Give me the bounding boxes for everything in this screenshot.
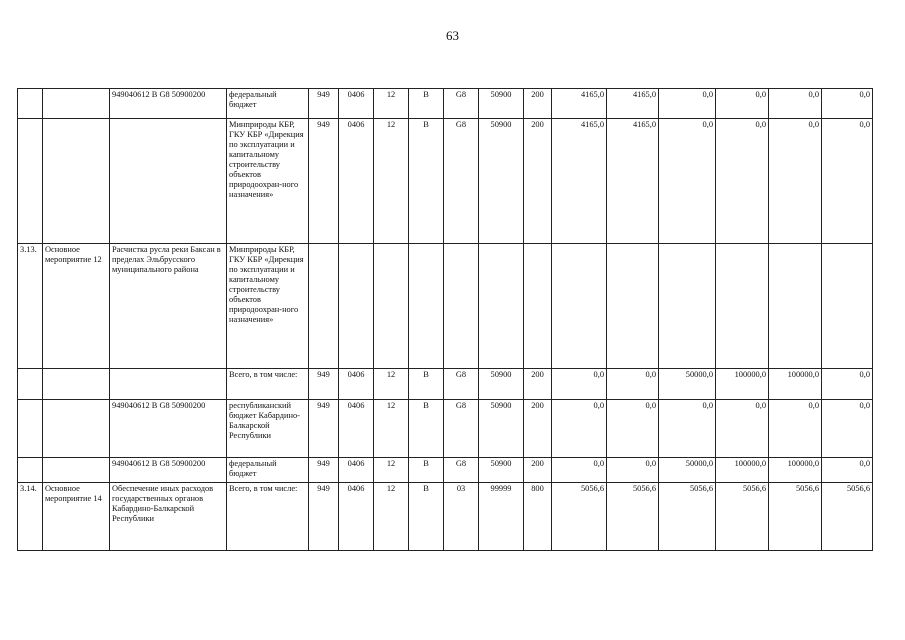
event-type-cell [43, 89, 110, 119]
year-2020-cell: 5056,6 [659, 483, 716, 551]
cs-event-cell: G8 [444, 400, 479, 458]
year-2019-cell: 4165,0 [607, 89, 659, 119]
cs-program-cell: 12 [374, 400, 409, 458]
grbs-cell [309, 244, 339, 369]
year-2018-cell: 4165,0 [552, 119, 607, 244]
table-row [18, 483, 873, 551]
table-row [18, 400, 873, 458]
budget-code-cell: 949040612 В G8 50900200 [110, 458, 227, 483]
vr-cell: 200 [524, 458, 552, 483]
rzpr-cell: 0406 [339, 483, 374, 551]
cs-event-cell: G8 [444, 369, 479, 400]
year-2020-cell: 50000,0 [659, 458, 716, 483]
year-2022-cell: 5056,6 [769, 483, 822, 551]
vr-cell: 200 [524, 119, 552, 244]
cs-direction-cell: 50900 [479, 369, 524, 400]
year-2019-cell [607, 244, 659, 369]
cs-program-cell: 12 [374, 483, 409, 551]
event-type-cell [43, 400, 110, 458]
row-number-cell [18, 400, 43, 458]
vr-cell: 200 [524, 400, 552, 458]
source-cell: Всего, в том числе: [227, 369, 309, 400]
year-2020-cell: 0,0 [659, 119, 716, 244]
budget-code-cell: 949040612 В G8 50900200 [110, 400, 227, 458]
rzpr-cell: 0406 [339, 458, 374, 483]
year-2019-cell: 4165,0 [607, 119, 659, 244]
cs-subprogram-cell: В [409, 458, 444, 483]
cs-direction-cell: 50900 [479, 458, 524, 483]
cs-subprogram-cell: В [409, 369, 444, 400]
year-2020-cell: 0,0 [659, 89, 716, 119]
vr-cell [524, 244, 552, 369]
rzpr-cell: 0406 [339, 369, 374, 400]
source-cell: Минприроды КБР, ГКУ КБР «Дирекция по эксплуатации и капитальному строительству объектов природоохран-ного назначения» [227, 244, 309, 369]
year-2022-cell: 0,0 [769, 119, 822, 244]
year-2021-cell: 100000,0 [716, 458, 769, 483]
row-number-cell: 3.13. [18, 244, 43, 369]
year-2023-cell: 0,0 [822, 400, 873, 458]
year-2018-cell: 0,0 [552, 458, 607, 483]
grbs-cell: 949 [309, 458, 339, 483]
year-2023-cell: 5056,6 [822, 483, 873, 551]
year-2019-cell: 0,0 [607, 458, 659, 483]
cs-direction-cell: 50900 [479, 119, 524, 244]
cs-program-cell [374, 244, 409, 369]
budget-table [17, 88, 873, 551]
table-row [18, 369, 873, 400]
event-type-cell [43, 119, 110, 244]
rzpr-cell: 0406 [339, 89, 374, 119]
cs-subprogram-cell [409, 244, 444, 369]
year-2018-cell: 4165,0 [552, 89, 607, 119]
event-type-cell: Основное мероприятие 14 [43, 483, 110, 551]
year-2021-cell: 100000,0 [716, 369, 769, 400]
year-2023-cell: 0,0 [822, 119, 873, 244]
rzpr-cell: 0406 [339, 400, 374, 458]
year-2022-cell: 100000,0 [769, 458, 822, 483]
year-2019-cell: 0,0 [607, 400, 659, 458]
year-2021-cell: 0,0 [716, 89, 769, 119]
budget-code-cell: 949040612 В G8 50900200 [110, 89, 227, 119]
cs-direction-cell: 99999 [479, 483, 524, 551]
year-2019-cell: 0,0 [607, 369, 659, 400]
cs-program-cell: 12 [374, 458, 409, 483]
year-2018-cell: 0,0 [552, 369, 607, 400]
grbs-cell: 949 [309, 369, 339, 400]
year-2022-cell [769, 244, 822, 369]
grbs-cell: 949 [309, 119, 339, 244]
cs-subprogram-cell: В [409, 483, 444, 551]
year-2022-cell: 100000,0 [769, 369, 822, 400]
table-row [18, 89, 873, 119]
source-cell: федеральный бюджет [227, 458, 309, 483]
cs-program-cell: 12 [374, 119, 409, 244]
vr-cell: 200 [524, 89, 552, 119]
event-type-cell [43, 458, 110, 483]
cs-direction-cell: 50900 [479, 89, 524, 119]
year-2023-cell: 0,0 [822, 89, 873, 119]
event-type-cell [43, 369, 110, 400]
cs-subprogram-cell: В [409, 119, 444, 244]
page-number: 63 [446, 28, 459, 43]
year-2021-cell [716, 244, 769, 369]
cs-direction-cell: 50900 [479, 400, 524, 458]
grbs-cell: 949 [309, 483, 339, 551]
year-2021-cell: 0,0 [716, 400, 769, 458]
event-name-cell: Обеспечение иных расходов государственных органов Кабардино-Балкарской Республики [110, 483, 227, 551]
table-row [18, 458, 873, 483]
year-2021-cell: 5056,6 [716, 483, 769, 551]
cs-event-cell: G8 [444, 89, 479, 119]
cs-event-cell: 03 [444, 483, 479, 551]
source-cell: республиканский бюджет Кабардино-Балкарской Республики [227, 400, 309, 458]
year-2022-cell: 0,0 [769, 400, 822, 458]
table-row [18, 244, 873, 369]
row-number-cell [18, 458, 43, 483]
cs-event-cell: G8 [444, 119, 479, 244]
cs-event-cell [444, 244, 479, 369]
source-cell: Всего, в том числе: [227, 483, 309, 551]
row-number-cell [18, 369, 43, 400]
year-2020-cell: 50000,0 [659, 369, 716, 400]
grbs-cell: 949 [309, 400, 339, 458]
year-2023-cell: 0,0 [822, 458, 873, 483]
cs-subprogram-cell: В [409, 400, 444, 458]
year-2023-cell: 0,0 [822, 369, 873, 400]
cs-program-cell: 12 [374, 89, 409, 119]
year-2023-cell [822, 244, 873, 369]
year-2018-cell [552, 244, 607, 369]
cs-subprogram-cell: В [409, 89, 444, 119]
vr-cell: 800 [524, 483, 552, 551]
row-number-cell: 3.14. [18, 483, 43, 551]
source-cell: федеральный бюджет [227, 89, 309, 119]
year-2018-cell: 5056,6 [552, 483, 607, 551]
year-2022-cell: 0,0 [769, 89, 822, 119]
vr-cell: 200 [524, 369, 552, 400]
event-name-cell [110, 369, 227, 400]
row-number-cell [18, 119, 43, 244]
rzpr-cell: 0406 [339, 119, 374, 244]
event-type-cell: Основное мероприятие 12 [43, 244, 110, 369]
year-2020-cell: 0,0 [659, 400, 716, 458]
event-name-cell [110, 119, 227, 244]
grbs-cell: 949 [309, 89, 339, 119]
cs-event-cell: G8 [444, 458, 479, 483]
cs-direction-cell [479, 244, 524, 369]
year-2018-cell: 0,0 [552, 400, 607, 458]
source-cell: Минприроды КБР, ГКУ КБР «Дирекция по эксплуатации и капитальному строительству объектов природоохран-ного назначения» [227, 119, 309, 244]
year-2020-cell [659, 244, 716, 369]
table-row [18, 119, 873, 244]
cs-program-cell: 12 [374, 369, 409, 400]
rzpr-cell [339, 244, 374, 369]
year-2019-cell: 5056,6 [607, 483, 659, 551]
year-2021-cell: 0,0 [716, 119, 769, 244]
row-number-cell [18, 89, 43, 119]
event-name-cell: Расчистка русла реки Баксан в пределах Эльбрусского муниципального района [110, 244, 227, 369]
